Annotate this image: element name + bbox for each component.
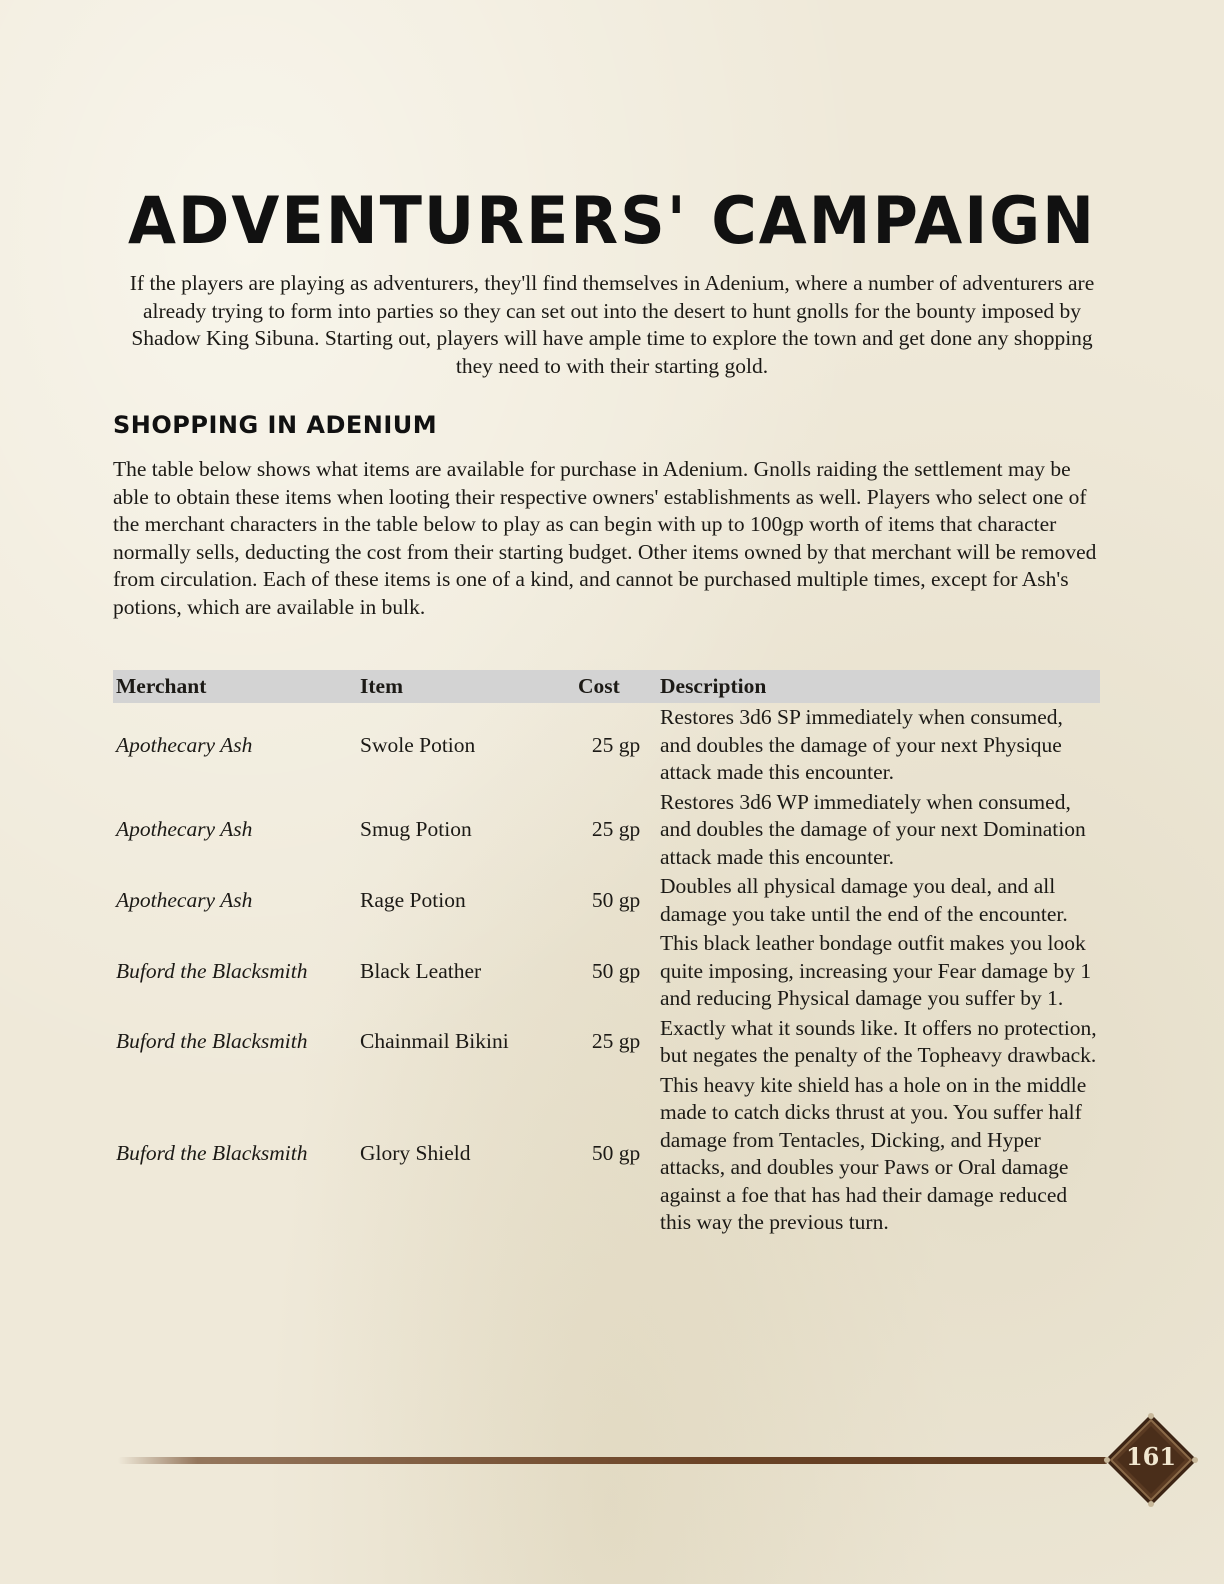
cell-description: Restores 3d6 SP immediately when consumed, and doubles the damage of your next Physique attack made this encounter. (660, 705, 1063, 784)
cell-merchant: Apothecary Ash (116, 732, 253, 757)
cell-description: Doubles all physical damage you deal, and all damage you take until the end of the encounter. (660, 874, 1068, 926)
cell-description: Exactly what it sounds like. It offers no protection, but negates the penalty of the Topheavy drawback. (660, 1015, 1097, 1067)
footer-rule (118, 1457, 1108, 1464)
cell-merchant: Apothecary Ash (116, 817, 253, 841)
cell-merchant: Apothecary Ash (116, 887, 253, 912)
header-merchant: Merchant (113, 670, 357, 703)
cell-item: Glory Shield (360, 1141, 471, 1166)
header-item: Item (357, 670, 575, 703)
table-row (113, 872, 1100, 929)
page-number: 161 (1125, 1442, 1177, 1471)
shop-table (113, 670, 1100, 1238)
cell-cost: 25 gp (591, 1029, 641, 1054)
cell-cost: 25 gp (591, 732, 641, 757)
cell-merchant: Buford the Blacksmith (116, 1141, 308, 1166)
intro-paragraph: If the players are playing as adventurers, they'll find themselves in Adenium, where a number of adventurers are already trying to form into parties so they can set out into the desert to hunt gnolls for the bounty imposed by Shadow King Sibuna. Starting out, players will have ample time to explore the town and get done any shopping they need to with their starting gold. (129, 271, 1095, 378)
cell-item: Smug Potion (360, 817, 472, 841)
cell-item: Rage Potion (360, 887, 466, 912)
cell-cost: 50 gp (591, 958, 641, 983)
table-header-row (113, 670, 1100, 703)
cell-cost: 50 gp (591, 1141, 641, 1166)
cell-item: Black Leather (360, 958, 482, 983)
table-row (113, 1071, 1100, 1238)
cell-description: Restores 3d6 WP immediately when consumed, and doubles the damage of your next Domination attack made this encounter. (660, 789, 1086, 869)
cell-description: This heavy kite shield has a hole on in the middle made to catch dicks thrust at you. You suffer half damage from Tentacles, Dicking, and Hyper attacks, and doubles your Paws or Oral damage against a foe that has had their damage reduced this way the previous turn. (660, 1072, 1087, 1234)
cell-merchant: Buford the Blacksmith (116, 958, 308, 983)
section-paragraph: The table below shows what items are available for purchase in Adenium. Gnolls raiding the settlement may be able to obtain these items when looting their respective owners' establishments as well. Players who select one of the merchant characters in the table below to play as can begin with up to 100gp worth of items that character normally sells, deducting the cost from their starting budget. Other items owned by that merchant will be removed from circulation. Each of these items is one of a kind, and cannot be purchased multiple times, except for Ash's potions, which are available in bulk. (113, 457, 1097, 619)
header-cost: Cost (575, 670, 657, 703)
table-row (113, 1014, 1100, 1071)
cell-item: Swole Potion (360, 732, 476, 757)
cell-merchant: Buford the Blacksmith (116, 1029, 308, 1054)
cell-description: This black leather bondage outfit makes you look quite imposing, increasing your Fear damage by 1 and reducing Physical damage you suffer by 1. (660, 931, 1092, 1010)
cell-cost: 25 gp (591, 817, 641, 841)
table-row (113, 703, 1100, 788)
header-description: Description (657, 670, 1100, 703)
page-title: ADVENTURERS' CAMPAIGN (127, 182, 1097, 259)
table-row (113, 929, 1100, 1014)
cell-item: Chainmail Bikini (360, 1029, 509, 1054)
section-heading: SHOPPING IN ADENIUM (113, 411, 438, 439)
cell-cost: 50 gp (591, 887, 641, 912)
table-row (113, 788, 1100, 873)
